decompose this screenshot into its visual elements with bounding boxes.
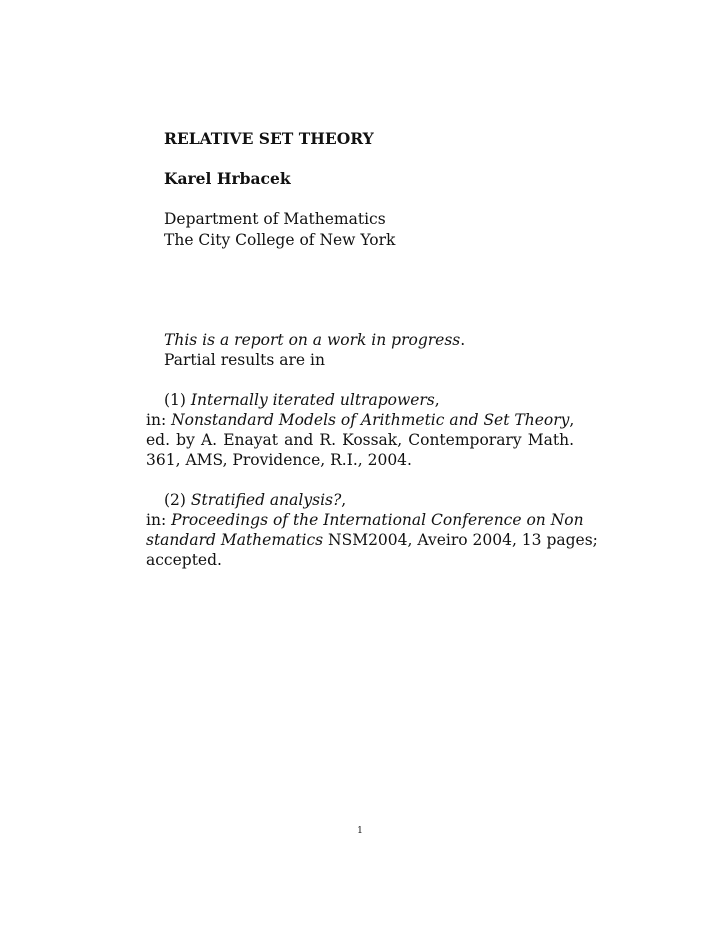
affiliation-institution: The City College of New York: [164, 231, 396, 249]
reference-2-in: in:: [146, 511, 172, 529]
reference-2-book-line: [146, 510, 584, 530]
intro-sentence: This is a report on a work in progress: [164, 331, 461, 349]
reference-2-status: accepted.: [146, 551, 222, 569]
reference-2-book-part2: standard Mathematics: [146, 531, 324, 549]
paper-title: RELATIVE SET THEORY: [164, 129, 374, 148]
reference-1-title: Internally iterated ultrapowers: [190, 391, 435, 409]
intro-partial-results: Partial results are in: [164, 351, 325, 369]
intro-sentence-line: [164, 330, 465, 350]
reference-2-book-part1: Proceedings of the International Conference on Non: [171, 511, 584, 529]
reference-1-in: in:: [146, 411, 172, 429]
reference-1-editors: ed. by A. Enayat and R. Kossak, Contemporary Math.: [146, 431, 574, 449]
author-name: Karel Hrbacek: [164, 169, 291, 188]
reference-1-book-end: ,: [569, 411, 575, 429]
reference-1-publisher: 361, AMS, Providence, R.I., 2004.: [146, 451, 412, 469]
reference-2-title: Stratified analysis?: [190, 491, 342, 509]
reference-1-title-line: [164, 390, 440, 410]
reference-2-number: (2): [164, 491, 191, 509]
reference-2-details: NSM2004, Aveiro 2004, 13 pages;: [323, 531, 598, 549]
reference-1-number: (1): [164, 391, 191, 409]
affiliation-department: Department of Mathematics: [164, 210, 386, 228]
reference-1-title-end: ,: [434, 391, 440, 409]
reference-2-details-line: [146, 530, 598, 550]
reference-2-title-line: [164, 490, 346, 510]
reference-1-book-line: [146, 410, 574, 430]
intro-sentence-end: .: [460, 331, 466, 349]
page-number: 1: [357, 826, 363, 836]
reference-2-title-end: ,: [341, 491, 347, 509]
reference-1-book: Nonstandard Models of Arithmetic and Set Theory: [171, 411, 570, 429]
